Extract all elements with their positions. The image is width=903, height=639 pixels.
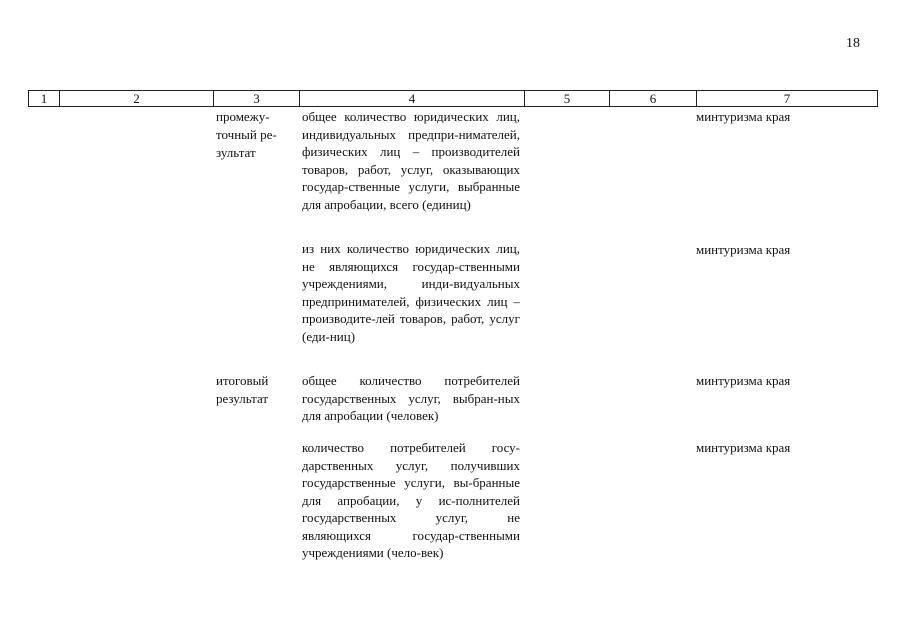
- indicator-cell: общее количество юридических лиц, индивидуальных предпри-нимателей, физических лиц – производителей товаров, работ, услуг, оказывающих государ-ственные услуги, выбранные для апробации, всего (единиц): [302, 109, 520, 212]
- column-header-6: 6: [610, 91, 697, 106]
- column-header-2: 2: [60, 91, 214, 106]
- column-header-5: 5: [525, 91, 610, 106]
- column-header-1: 1: [29, 91, 60, 106]
- result-type-cell: промежу- точный ре- зультат: [216, 109, 277, 160]
- responsible-cell: минтуризма края: [696, 440, 791, 455]
- column-header-4: 4: [300, 91, 525, 106]
- indicator-cell: общее количество потребителей государственных услуг, выбран-ных для апробации (человек): [302, 373, 520, 423]
- table-header-row: [28, 90, 878, 107]
- responsible-cell: минтуризма края: [696, 242, 791, 257]
- indicator-cell: из них количество юридических лиц, не являющихся государ-ственными учреждениями, инди-видуальных предпринимателей, физических лиц – производите-лей товаров, работ, услуг (еди-ниц): [302, 241, 520, 344]
- result-type-cell: итоговый результат: [216, 373, 269, 406]
- indicator-cell: количество потребителей госу-дарственных услуг, получивших государственные услуги, вы-бранные для апробации, у ис-полнителей государственных услуг, не являющихся государ-ственными учреждениями (чело-век): [302, 440, 520, 560]
- responsible-cell: минтуризма края: [696, 109, 791, 124]
- page-number: 18: [846, 36, 860, 51]
- column-header-3: 3: [214, 91, 300, 106]
- column-header-7: 7: [783, 91, 791, 106]
- responsible-cell: минтуризма края: [696, 373, 791, 388]
